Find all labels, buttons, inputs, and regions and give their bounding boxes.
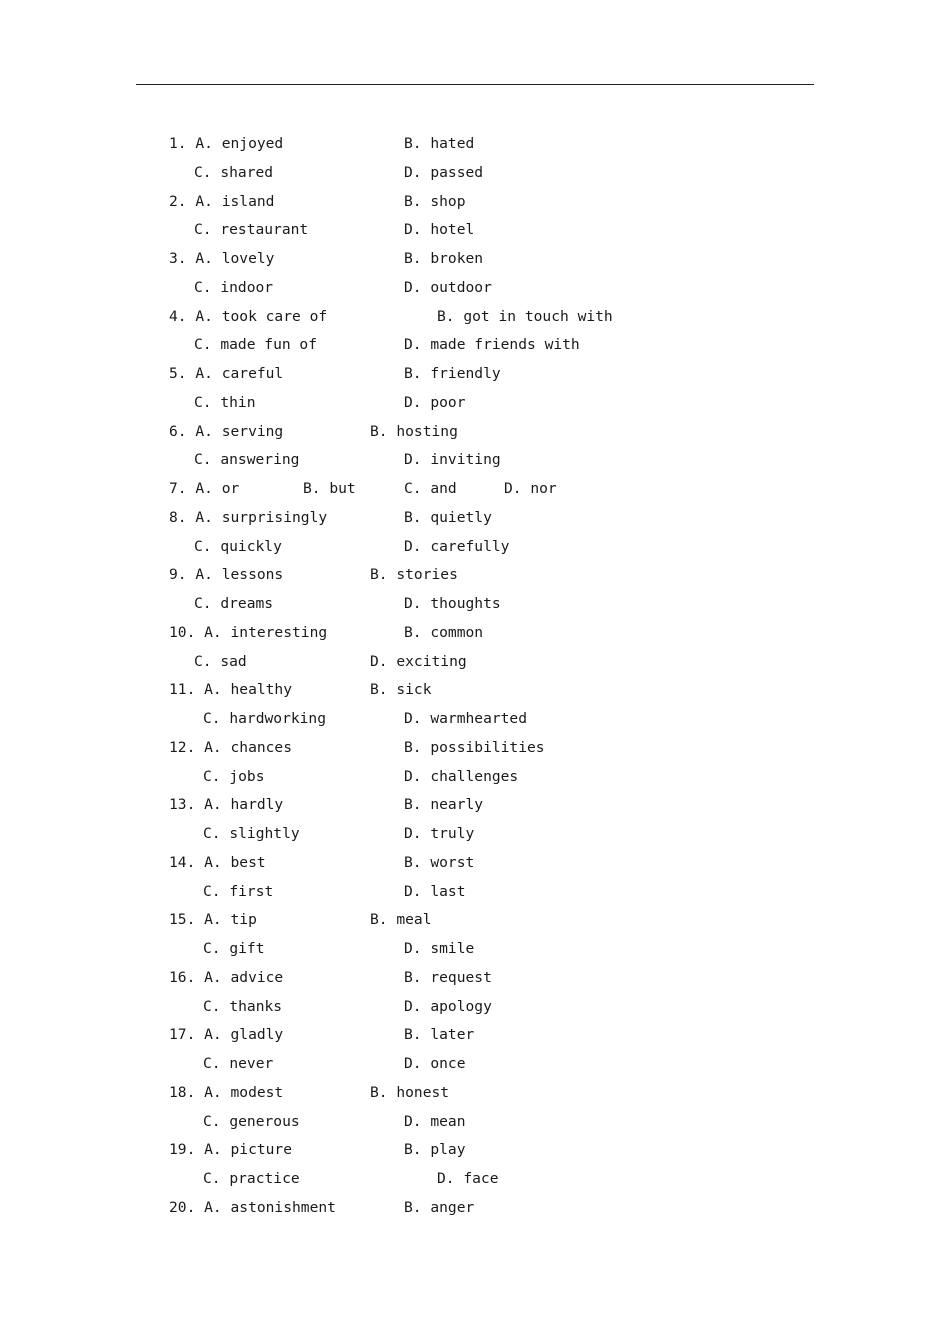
option-choice: C. sad <box>194 652 247 670</box>
question-option-start: 5. A. careful <box>169 365 284 382</box>
answer-options-list <box>0 130 950 1223</box>
option-choice: D. made friends with <box>404 336 580 354</box>
option-choice: D. face <box>437 1170 499 1187</box>
option-choice: C. dreams <box>194 595 274 612</box>
option-line <box>0 648 950 677</box>
question-option-start: 2. A. island <box>169 192 275 210</box>
option-line <box>0 561 950 590</box>
option-choice: B. worst <box>404 853 475 871</box>
question-option-start: 20. A. astonishment <box>169 1198 336 1216</box>
question-option-start: 11. A. healthy <box>169 681 293 699</box>
option-line <box>0 159 950 188</box>
option-choice: B. common <box>404 623 484 641</box>
option-choice: D. once <box>404 1055 466 1072</box>
option-choice: B. quietly <box>404 508 492 526</box>
option-line <box>0 791 950 820</box>
question-option-start: 19. A. picture <box>169 1141 293 1159</box>
question-option-start: 9. A. lessons <box>169 566 284 584</box>
option-choice: B. got in touch with <box>437 307 613 325</box>
option-line <box>0 878 950 907</box>
option-line <box>0 906 950 935</box>
question-option-start: 6. A. serving <box>169 422 284 440</box>
option-line <box>0 130 950 159</box>
option-line <box>0 418 950 447</box>
option-line <box>0 820 950 849</box>
option-choice: C. restaurant <box>194 221 309 239</box>
question-option-start: 15. A. tip <box>169 911 257 929</box>
question-option-start: 7. A. or <box>169 480 240 497</box>
option-choice: C. never <box>203 1055 274 1072</box>
option-choice: B. shop <box>404 192 466 210</box>
question-option-start: 4. A. took care of <box>169 307 328 325</box>
question-option-start: 18. A. modest <box>169 1083 284 1101</box>
option-choice: C. hardworking <box>203 710 327 727</box>
option-choice: B. later <box>404 1026 475 1044</box>
option-line <box>0 1165 950 1194</box>
question-option-start: 14. A. best <box>169 853 266 871</box>
option-choice: B. broken <box>404 250 484 267</box>
option-line <box>0 1050 950 1079</box>
option-choice: B. friendly <box>404 365 501 382</box>
option-choice: B. but <box>303 480 356 497</box>
option-choice: C. and <box>404 480 457 497</box>
option-choice: C. shared <box>194 163 274 181</box>
option-choice: D. warmhearted <box>404 710 528 727</box>
option-line <box>0 389 950 418</box>
option-choice: C. quickly <box>194 537 282 555</box>
option-line <box>0 935 950 964</box>
option-line <box>0 360 950 389</box>
option-choice: C. practice <box>203 1170 300 1187</box>
option-line <box>0 331 950 360</box>
option-choice: B. stories <box>370 566 458 584</box>
option-choice: C. thanks <box>203 997 283 1015</box>
option-choice: D. last <box>404 882 466 900</box>
question-option-start: 10. A. interesting <box>169 623 328 641</box>
question-option-start: 17. A. gladly <box>169 1026 284 1044</box>
option-choice: C. slightly <box>203 825 300 842</box>
option-choice: C. answering <box>194 451 300 469</box>
question-option-start: 3. A. lovely <box>169 250 275 267</box>
question-option-start: 8. A. surprisingly <box>169 508 328 526</box>
option-choice: B. sick <box>370 681 432 699</box>
option-choice: D. mean <box>404 1112 466 1130</box>
option-choice: C. generous <box>203 1112 300 1130</box>
option-line <box>0 504 950 533</box>
option-line <box>0 619 950 648</box>
question-option-start: 1. A. enjoyed <box>169 135 284 152</box>
option-choice: C. thin <box>194 393 256 411</box>
option-line <box>0 446 950 475</box>
option-line <box>0 188 950 217</box>
option-line <box>0 1136 950 1165</box>
option-line <box>0 849 950 878</box>
option-choice: B. play <box>404 1141 466 1159</box>
option-choice: D. thoughts <box>404 595 501 612</box>
option-line <box>0 533 950 562</box>
option-choice: C. first <box>203 882 274 900</box>
option-line <box>0 1108 950 1137</box>
option-choice: D. hotel <box>404 221 475 239</box>
option-choice: D. nor <box>504 480 557 497</box>
option-line <box>0 274 950 303</box>
option-line <box>0 475 950 504</box>
header-rule <box>136 84 814 85</box>
option-choice: C. jobs <box>203 767 265 785</box>
option-line <box>0 303 950 332</box>
question-option-start: 13. A. hardly <box>169 796 284 814</box>
question-option-start: 16. A. advice <box>169 968 284 986</box>
option-choice: D. carefully <box>404 537 510 555</box>
question-option-start: 12. A. chances <box>169 738 293 756</box>
option-choice: B. possibilities <box>404 738 545 756</box>
option-choice: C. indoor <box>194 278 274 296</box>
option-choice: D. smile <box>404 940 475 957</box>
option-choice: B. honest <box>370 1083 450 1101</box>
option-choice: D. poor <box>404 393 466 411</box>
option-line <box>0 216 950 245</box>
option-choice: C. made fun of <box>194 336 318 354</box>
option-choice: B. anger <box>404 1198 475 1216</box>
option-line <box>0 1079 950 1108</box>
option-line <box>0 1021 950 1050</box>
option-choice: B. hated <box>404 135 475 152</box>
option-choice: D. inviting <box>404 451 501 469</box>
option-choice: D. truly <box>404 825 475 842</box>
option-choice: D. exciting <box>370 652 467 670</box>
option-choice: B. meal <box>370 911 432 929</box>
option-choice: D. passed <box>404 163 484 181</box>
option-line <box>0 1194 950 1223</box>
option-choice: C. gift <box>203 940 265 957</box>
option-choice: B. hosting <box>370 422 458 440</box>
option-line <box>0 245 950 274</box>
option-choice: D. apology <box>404 997 492 1015</box>
option-line <box>0 676 950 705</box>
option-choice: D. challenges <box>404 767 519 785</box>
option-choice: D. outdoor <box>404 278 492 296</box>
option-choice: B. nearly <box>404 796 484 814</box>
option-line <box>0 705 950 734</box>
option-line <box>0 763 950 792</box>
option-choice: B. request <box>404 968 492 986</box>
option-line <box>0 993 950 1022</box>
option-line <box>0 964 950 993</box>
option-line <box>0 734 950 763</box>
option-line <box>0 590 950 619</box>
